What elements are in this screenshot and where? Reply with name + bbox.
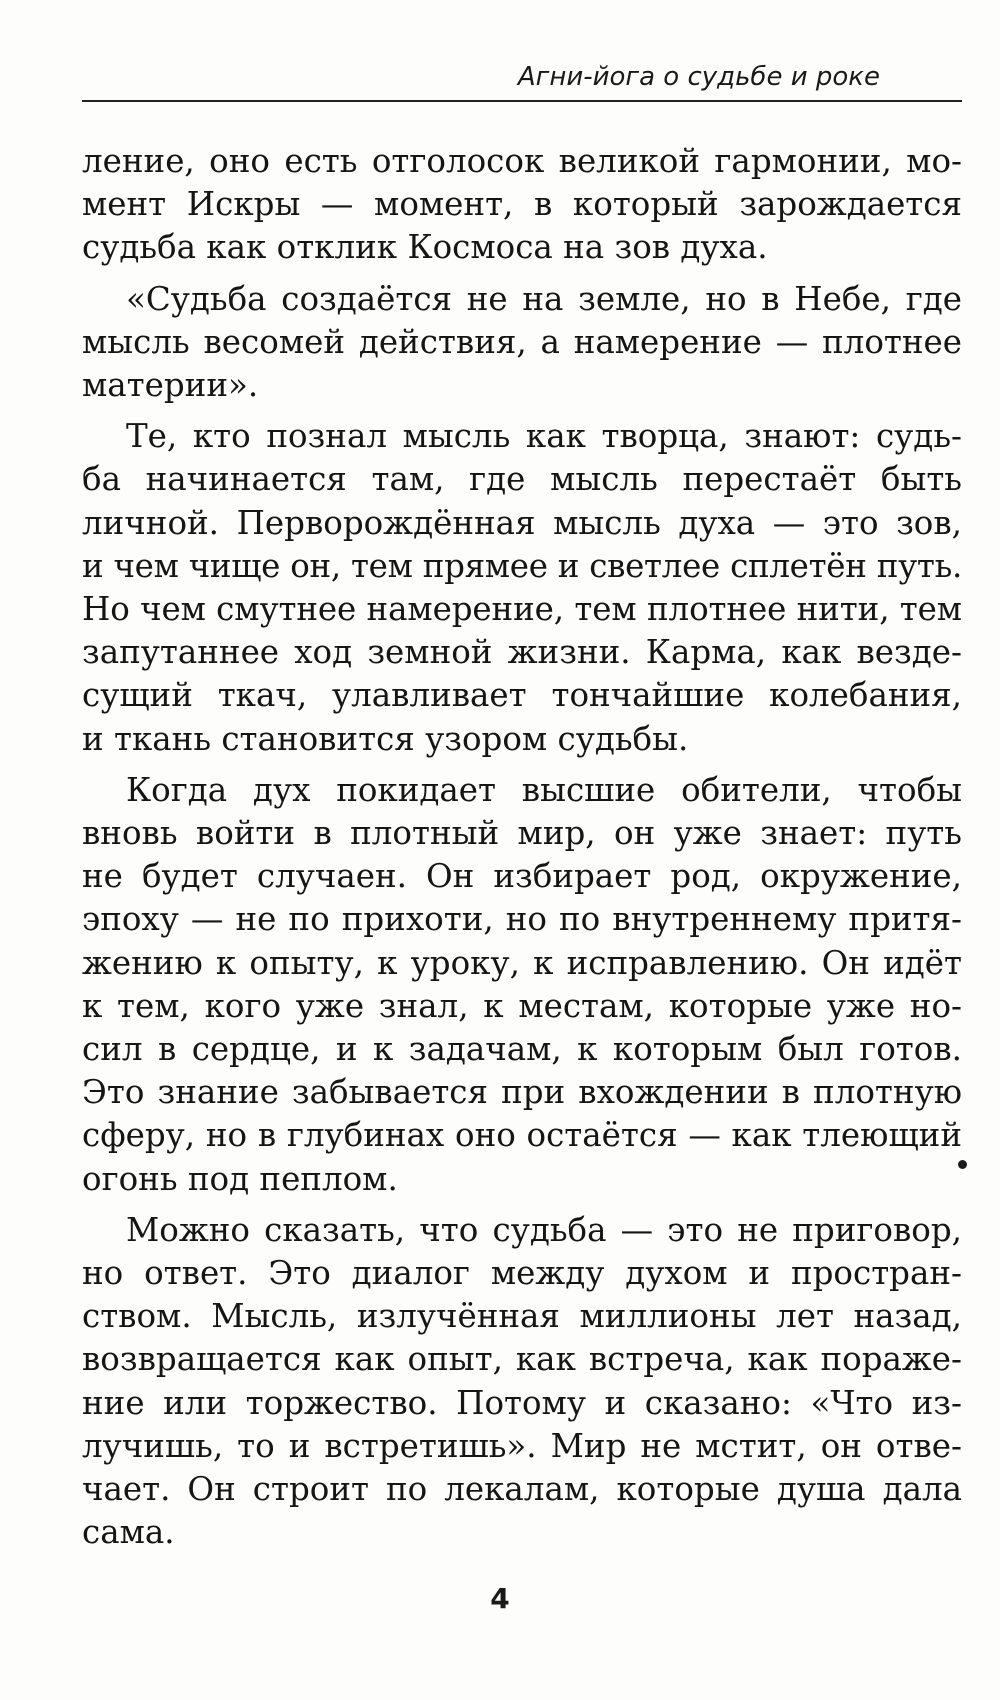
- text-line: лучишь, то и встретишь». Мир не мстит, он отве-: [82, 1426, 962, 1465]
- text-line: Это знание забывается при вхождении в плотную: [82, 1073, 962, 1112]
- text-line: сама.: [82, 1513, 175, 1552]
- body-text: [82, 140, 962, 1563]
- text-line: огонь под пеплом.: [82, 1159, 398, 1198]
- text-line: судьба как отклик Космоса на зов духа.: [82, 228, 768, 267]
- text-line: мысль весомей действия, а намерение — плотнее: [82, 322, 962, 361]
- text-line: чает. Он строит по лекалам, которые душа дала: [82, 1470, 962, 1509]
- text-line: ние или торжество. Потому и сказано: «Что из-: [82, 1383, 962, 1422]
- text-line: и ткань становится узором судьбы.: [82, 719, 689, 758]
- text-line: вновь войти в плотный мир, он уже знает: путь: [82, 814, 962, 853]
- text-line: не будет случаен. Он избирает род, окружение,: [82, 857, 962, 896]
- running-head-title: Агни-йога о судьбе и роке: [517, 62, 880, 92]
- text-line: «Судьба создаётся не на земле, но в Небе, где: [126, 279, 962, 318]
- text-line: ление, оно есть отголосок великой гармонии, мо-: [82, 142, 962, 180]
- text-line: сферу, но в глубинах оно остаётся — как тлеющий: [82, 1116, 962, 1155]
- page-number: 4: [490, 1582, 510, 1615]
- text-line: личной. Перворождённая мысль духа — это зов,: [82, 503, 962, 542]
- text-line: жению к опыту, к уроку, к исправлению. Он идёт: [82, 943, 962, 982]
- text-line: материи».: [82, 366, 259, 405]
- running-header: [82, 62, 962, 98]
- text-line: сущий ткач, улавливает тончайшие колебания,: [82, 676, 962, 715]
- paragraph: [82, 769, 962, 1201]
- text-line: Когда дух покидает высшие обители, чтобы: [126, 770, 962, 809]
- text-line: Те, кто познал мысль как творца, знают: судь-: [126, 417, 962, 456]
- text-line: эпоху — не по прихоти, но по внутреннему притя-: [82, 900, 962, 939]
- paragraph: [82, 140, 962, 270]
- text-line: запутаннее ход земной жизни. Карма, как везде-: [82, 633, 962, 672]
- header-rule: [82, 100, 962, 102]
- ink-spot: [958, 1160, 967, 1169]
- text-line: ба начинается там, где мысль перестаёт быть: [82, 460, 962, 499]
- paragraph: [82, 1209, 962, 1555]
- text-line: Можно сказать, что судьба — это не приговор,: [126, 1210, 962, 1249]
- text-line: ством. Мысль, излучённая миллионы лет назад,: [82, 1297, 962, 1336]
- text-line: сил в сердце, и к задачам, к которым был готов.: [82, 1030, 962, 1069]
- text-line: к тем, кого уже знал, к местам, которые уже но-: [82, 986, 962, 1025]
- text-line: но ответ. Это диалог между духом и простран-: [82, 1254, 962, 1293]
- text-line: возвращается как опыт, как встреча, как пораже-: [82, 1340, 962, 1379]
- text-line: и чем чище он, тем прямее и светлее сплетён путь.: [82, 546, 962, 585]
- text-line: Но чем смутнее намерение, тем плотнее нити, тем: [82, 590, 962, 629]
- paragraph: [82, 278, 962, 408]
- text-line: мент Искры — момент, в который зарождается: [82, 185, 962, 224]
- paragraph: [82, 415, 962, 761]
